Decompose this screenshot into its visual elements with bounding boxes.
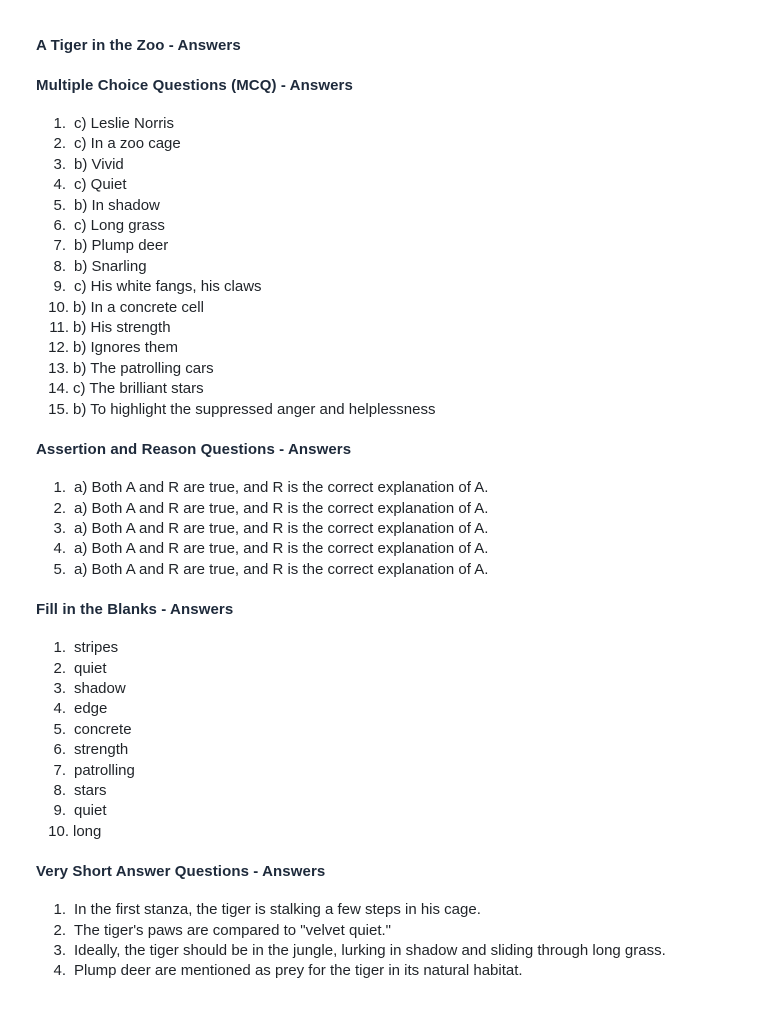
- answer-list: [36, 900, 732, 982]
- answer-number: 3.: [53, 679, 66, 697]
- answer-number: 4.: [53, 700, 66, 718]
- answer-number: 2.: [53, 135, 66, 153]
- answer-item: [36, 379, 732, 399]
- section-heading: Very Short Answer Questions - Answers: [36, 863, 326, 881]
- section-heading: Multiple Choice Questions (MCQ) - Answers: [36, 77, 353, 94]
- answer-text: concrete: [74, 720, 132, 738]
- answer-text: patrolling: [74, 761, 135, 779]
- answer-item: [36, 499, 732, 519]
- answer-item: [36, 822, 732, 842]
- answer-number: 1.: [53, 639, 66, 657]
- answer-number: 3.: [53, 155, 66, 173]
- answer-item: [36, 196, 732, 216]
- answer-number: 11.: [49, 319, 69, 337]
- answer-item: [36, 720, 732, 740]
- answer-text: quiet: [74, 802, 107, 820]
- answer-text: b) Vivid: [74, 155, 124, 173]
- answer-text: a) Both A and R are true, and R is the correct explanation of A.: [74, 540, 489, 558]
- answer-item: [36, 539, 732, 559]
- answer-text: Ideally, the tiger should be in the jungle, lurking in shadow and sliding through long grass.: [74, 942, 666, 959]
- answer-text: strength: [74, 741, 129, 759]
- answer-text: stars: [74, 781, 107, 799]
- answer-number: 5.: [53, 196, 66, 214]
- answer-item: [36, 801, 732, 821]
- section-heading: Fill in the Blanks - Answers: [36, 601, 234, 619]
- answer-item: [36, 338, 732, 358]
- document-title: A Tiger in the Zoo - Answers: [36, 37, 241, 54]
- answer-item: [36, 216, 732, 236]
- answer-text: long: [73, 822, 102, 840]
- answer-text: edge: [74, 700, 108, 718]
- answer-number: 8.: [53, 781, 66, 799]
- answer-text: Plump deer are mentioned as prey for the tiger in its natural habitat.: [74, 962, 523, 980]
- answer-item: [36, 699, 732, 719]
- answer-number: 2.: [53, 659, 66, 677]
- answer-item: [36, 236, 732, 256]
- answer-number: 9.: [53, 278, 66, 296]
- answer-item: [36, 359, 732, 379]
- answer-number: 2.: [53, 921, 66, 939]
- answer-text: In the first stanza, the tiger is stalking a few steps in his cage.: [74, 901, 481, 919]
- answer-text: b) Plump deer: [74, 237, 169, 255]
- answer-text: b) Snarling: [74, 257, 147, 275]
- answer-item: [36, 900, 732, 920]
- answer-text: b) The patrolling cars: [73, 359, 214, 377]
- answer-text: c) Leslie Norris: [74, 115, 175, 132]
- answer-item: [36, 175, 732, 195]
- answer-number: 15.: [48, 400, 69, 418]
- answer-number: 7.: [53, 237, 66, 255]
- answer-item: [36, 560, 732, 580]
- sections-container: [36, 76, 732, 982]
- answer-number: 14.: [48, 380, 69, 398]
- answer-number: 12.: [48, 339, 69, 357]
- answer-item: [36, 761, 732, 781]
- answer-number: 6.: [53, 217, 66, 235]
- answer-text: stripes: [74, 639, 119, 657]
- answer-item: [36, 257, 732, 277]
- answer-text: b) His strength: [73, 319, 171, 337]
- answer-number: 9.: [53, 802, 66, 820]
- answer-text: a) Both A and R are true, and R is the correct explanation of A.: [74, 479, 489, 497]
- answer-text: c) Long grass: [74, 217, 165, 235]
- answer-text: b) To highlight the suppressed anger and helplessness: [73, 400, 436, 418]
- answer-number: 8.: [53, 257, 66, 275]
- answer-number: 1.: [53, 115, 66, 132]
- answer-list: [36, 638, 732, 842]
- answer-item: [36, 638, 732, 658]
- answer-list: [36, 478, 732, 580]
- answer-item: [36, 400, 732, 420]
- answer-number: 10.: [48, 298, 69, 316]
- answer-number: 3.: [53, 519, 66, 537]
- answer-text: a) Both A and R are true, and R is the correct explanation of A.: [74, 519, 489, 537]
- answer-text: a) Both A and R are true, and R is the correct explanation of A.: [74, 499, 489, 517]
- answer-item: [36, 781, 732, 801]
- answer-number: 3.: [53, 942, 66, 959]
- section-heading: Assertion and Reason Questions - Answers: [36, 441, 352, 459]
- answer-number: 4.: [53, 540, 66, 558]
- answer-number: 2.: [53, 499, 66, 517]
- answer-text: shadow: [74, 679, 126, 697]
- answer-item: [36, 740, 732, 760]
- answer-text: b) Ignores them: [73, 339, 179, 357]
- answer-number: 5.: [53, 720, 66, 738]
- answer-number: 1.: [53, 479, 66, 497]
- answer-number: 5.: [53, 560, 66, 578]
- answer-text: quiet: [74, 659, 107, 677]
- answer-text: c) In a zoo cage: [74, 135, 181, 153]
- answer-item: [36, 941, 732, 961]
- answer-item: [36, 961, 732, 981]
- answer-text: b) In shadow: [74, 196, 160, 214]
- answer-text: a) Both A and R are true, and R is the correct explanation of A.: [74, 560, 489, 578]
- answer-number: 13.: [48, 359, 69, 377]
- answer-number: 4.: [53, 176, 66, 194]
- answer-item: [36, 679, 732, 699]
- answer-item: [36, 298, 732, 318]
- answer-number: 4.: [53, 962, 66, 980]
- answer-item: [36, 659, 732, 679]
- answer-text: c) Quiet: [74, 176, 127, 194]
- answer-item: [36, 478, 732, 498]
- answer-item: [36, 318, 732, 338]
- answer-number: 10.: [48, 822, 69, 840]
- answer-item: [36, 155, 732, 175]
- answer-item: [36, 519, 732, 539]
- answer-text: c) His white fangs, his claws: [74, 278, 262, 296]
- answer-item: [36, 277, 732, 297]
- answer-text: The tiger's paws are compared to "velvet quiet.": [74, 921, 391, 939]
- answer-item: [36, 134, 732, 154]
- answer-item: [36, 921, 732, 941]
- answer-text: b) In a concrete cell: [73, 298, 204, 316]
- answer-item: [36, 114, 732, 134]
- answer-number: 1.: [53, 901, 66, 919]
- answer-number: 6.: [53, 741, 66, 759]
- answer-number: 7.: [53, 761, 66, 779]
- answer-text: c) The brilliant stars: [73, 380, 204, 398]
- answer-list: [36, 114, 732, 420]
